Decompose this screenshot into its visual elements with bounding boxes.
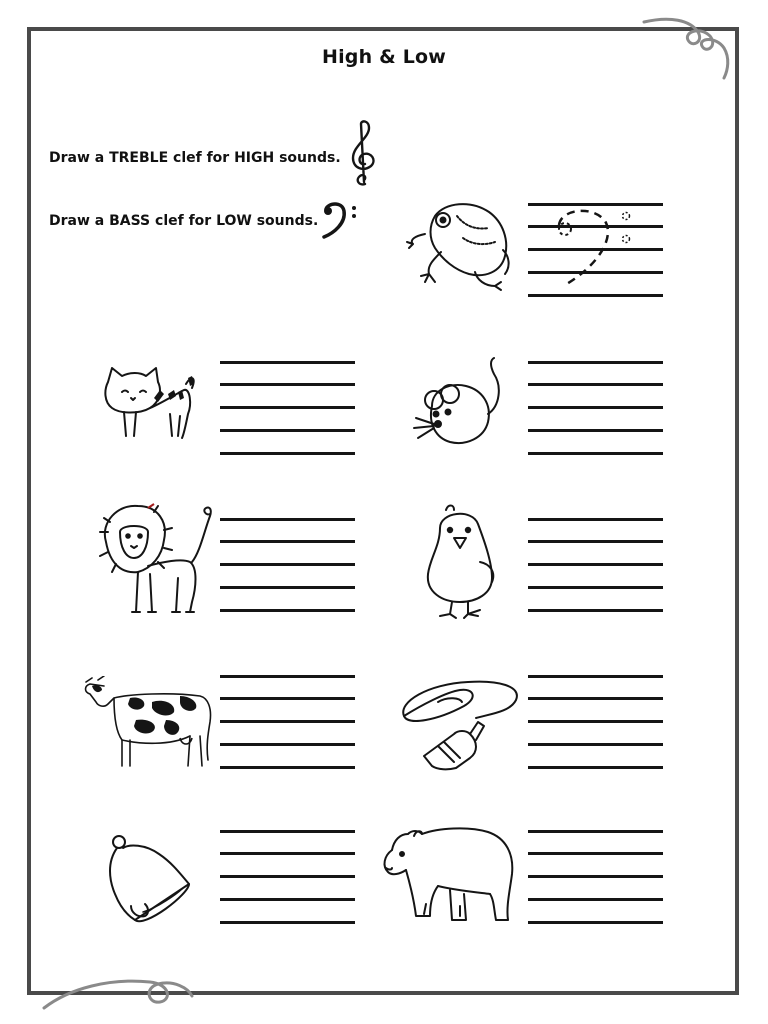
cow-illustration	[80, 676, 214, 772]
treble-clef-icon	[347, 118, 381, 190]
chick-illustration	[420, 502, 504, 622]
staff-bear[interactable]	[528, 830, 663, 926]
bass-instruction: Draw a BASS clef for LOW sounds.	[49, 213, 319, 229]
staff-whistle[interactable]	[528, 675, 663, 771]
cat-illustration	[100, 364, 200, 444]
lion-illustration	[98, 502, 216, 618]
frog-illustration	[405, 196, 517, 294]
bell-illustration	[105, 832, 201, 932]
staff-frog[interactable]	[528, 203, 663, 299]
staff-cow[interactable]	[220, 675, 355, 771]
mouse-illustration	[410, 356, 510, 452]
staff-cat[interactable]	[220, 361, 355, 457]
page-title: High & Low	[321, 46, 447, 68]
bass-clef-icon	[320, 201, 364, 241]
traced-bass-clef-icon	[553, 205, 643, 295]
whistle-illustration	[398, 676, 524, 772]
staff-chick[interactable]	[528, 518, 663, 614]
staff-bell[interactable]	[220, 830, 355, 926]
staff-mouse[interactable]	[528, 361, 663, 457]
bottom-left-swirl-decoration	[40, 968, 200, 1018]
bear-illustration	[378, 824, 518, 926]
staff-lion[interactable]	[220, 518, 355, 614]
treble-instruction: Draw a TREBLE clef for HIGH sounds.	[49, 150, 341, 166]
